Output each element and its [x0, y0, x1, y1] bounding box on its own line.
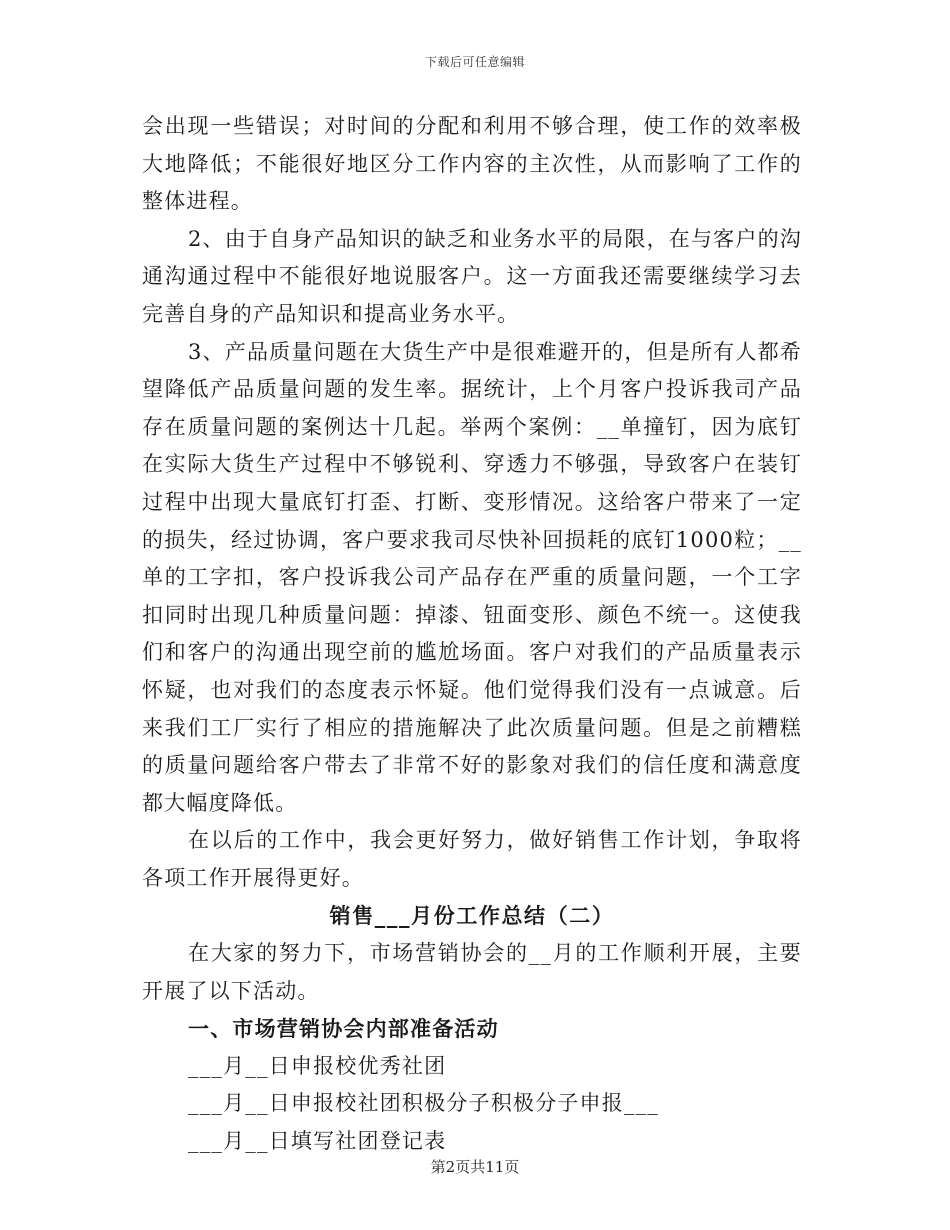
- paragraph-closing: 在以后的工作中，我会更好努力，做好销售工作计划，争取将各项工作开展得更好。: [142, 828, 802, 890]
- list-item: ___月__日申报校社团积极分子积极分子申报___: [188, 1091, 659, 1116]
- page-header: 下载后可任意编辑: [424, 55, 525, 69]
- paragraph-continuation: 会出现一些错误；对时间的分配和利用不够合理，使工作的效率极大地降低；不能很好地区分工作内容的主次性，从而影响了工作的整体进程。: [142, 114, 802, 214]
- page-footer: 第2页共11页: [430, 1158, 520, 1176]
- section-heading: 一、市场营销协会内部准备活动: [188, 1016, 499, 1042]
- document-body: [142, 108, 802, 1161]
- list-item: ___月__日填写社团登记表: [188, 1129, 447, 1154]
- paragraph-intro: 在大家的努力下，市场营销协会的__月的工作顺利开展，主要开展了以下活动。: [142, 941, 802, 1003]
- list-item: ___月__日申报校优秀社团: [188, 1053, 447, 1078]
- section-title: 销售___月份工作总结（二）: [329, 903, 615, 929]
- paragraph-item-3: 3、产品质量问题在大货生产中是很难避开的，但是所有人都希望降低产品质量问题的发生率。据统计，上个月客户投诉我司产品存在质量问题的案例达十几起。举两个案例：__单撞钉，因为底钉在实际大货生产过程中不够锐利、穿透力不够强，导致客户在装钉过程中出现大量底钉打歪、打断、变形情况。这给客户带来了一定的损失，经过协调，客户要求我司尽快补回损耗的底钉1000粒；__单的工字扣，客户投诉我公司产品存在严重的质量问题，一个工字扣同时出现几种质量问题：掉漆、钮面变形、颜色不统一。这使我们和客户的沟通出现空前的尴尬场面。客户对我们的产品质量表示怀疑，也对我们的态度表示怀疑。他们觉得我们没有一点诚意。后来我们工厂实行了相应的措施解决了此次质量问题。但是之前糟糕的质量问题给客户带去了非常不好的影象对我们的信任度和满意度都大幅度降低。: [142, 339, 802, 815]
- paragraph-item-2: 2、由于自身产品知识的缺乏和业务水平的局限，在与客户的沟通沟通过程中不能很好地说服客户。这一方面我还需要继续学习去完善自身的产品知识和提高业务水平。: [142, 226, 802, 326]
